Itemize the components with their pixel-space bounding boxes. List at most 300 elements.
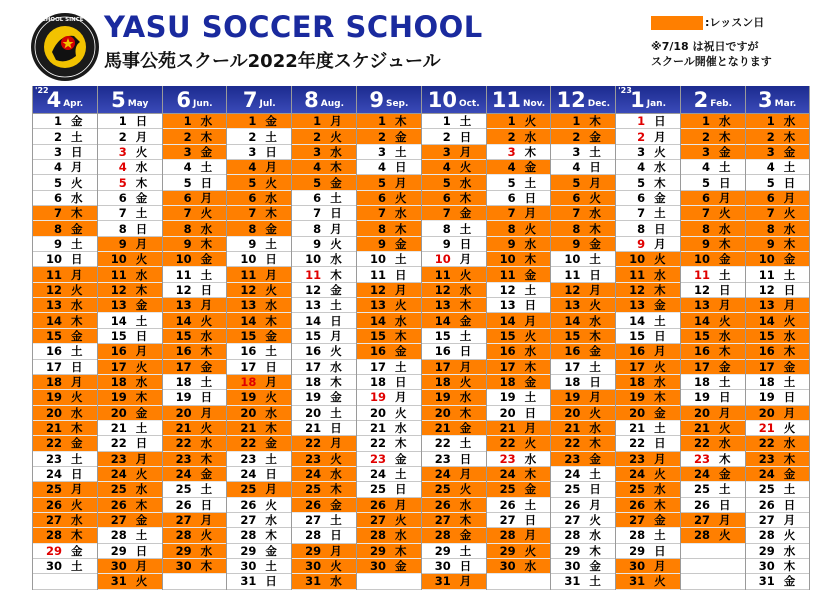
day-cell — [746, 498, 809, 513]
day-number: 5 — [118, 175, 127, 190]
day-number: 19 — [693, 390, 710, 405]
day-number: 4 — [637, 160, 646, 175]
lesson-day-cell — [163, 544, 227, 559]
day-number: 5 — [183, 175, 192, 190]
lesson-day-cell — [227, 191, 291, 206]
day-number: 14 — [564, 313, 581, 328]
lesson-day-cell — [33, 513, 97, 528]
month-header — [357, 86, 421, 114]
day-number: 26 — [758, 497, 775, 512]
day-number: 19 — [175, 390, 192, 405]
weekday-label: 木 — [589, 328, 601, 343]
lesson-day-cell — [98, 513, 162, 528]
lesson-day-cell — [227, 160, 291, 175]
empty-cell — [681, 559, 745, 574]
weekday-label: 水 — [71, 190, 83, 205]
day-number: 14 — [499, 313, 516, 328]
day-cell — [292, 344, 356, 359]
day-cell — [33, 544, 97, 559]
lesson-day-cell — [163, 360, 227, 375]
day-number: 25 — [369, 482, 386, 497]
day-number: 4 — [248, 160, 257, 175]
weekday-label: 木 — [200, 129, 213, 144]
lesson-day-cell — [681, 129, 745, 144]
lesson-day-cell — [746, 114, 809, 129]
weekday-label: 火 — [589, 405, 601, 420]
day-cell — [227, 513, 291, 528]
weekday-label: 水 — [459, 175, 472, 190]
day-number: 8 — [507, 221, 516, 236]
day-cell — [616, 544, 680, 559]
day-cell — [227, 452, 291, 467]
lesson-day-cell — [616, 482, 680, 497]
day-number: 25 — [110, 482, 127, 497]
lesson-day-cell — [357, 544, 421, 559]
lesson-day-cell — [487, 436, 551, 451]
page-title: YASU SOCCER SCHOOL — [104, 10, 483, 44]
day-number: 4 — [442, 160, 451, 175]
day-number: 23 — [564, 451, 581, 466]
day-number: 18 — [175, 375, 192, 390]
weekday-label: 日 — [718, 175, 731, 190]
day-cell — [487, 406, 551, 421]
day-number: 26 — [45, 497, 62, 512]
day-number: 16 — [499, 344, 516, 359]
weekday-label: 金 — [135, 190, 148, 205]
day-number: 15 — [45, 328, 62, 343]
month-name: Jan. — [646, 99, 666, 109]
weekday-label: 日 — [200, 175, 213, 190]
day-cell — [551, 482, 615, 497]
lesson-day-cell — [292, 436, 356, 451]
weekday-label: 土 — [718, 375, 731, 390]
weekday-label: 日 — [200, 282, 213, 297]
weekday-label: 金 — [524, 482, 537, 497]
day-number: 20 — [110, 405, 127, 420]
month-name: Feb. — [710, 99, 733, 109]
day-number: 10 — [110, 252, 127, 267]
lesson-day-cell — [357, 206, 421, 221]
day-cell — [746, 574, 809, 589]
lesson-day-cell — [551, 344, 615, 359]
lesson-day-cell — [422, 390, 486, 405]
lesson-day-cell — [551, 191, 615, 206]
lesson-day-cell — [163, 513, 227, 528]
day-cell — [357, 436, 421, 451]
lesson-day-cell — [681, 237, 745, 252]
weekday-label: 木 — [71, 313, 83, 328]
day-number: 30 — [499, 559, 516, 574]
lesson-day-cell — [33, 421, 97, 436]
weekday-label: 火 — [394, 405, 407, 420]
weekday-label: 土 — [718, 267, 731, 282]
lesson-day-cell — [292, 559, 356, 574]
lesson-day-cell — [551, 452, 615, 467]
lesson-day-cell — [227, 482, 291, 497]
day-number: 21 — [564, 421, 581, 436]
day-number: 12 — [369, 282, 386, 297]
day-number: 29 — [175, 543, 192, 558]
weekday-label: 日 — [459, 236, 472, 251]
lesson-day-cell — [163, 436, 227, 451]
weekday-label: 月 — [459, 144, 472, 159]
weekday-label: 日 — [589, 375, 601, 390]
day-cell — [422, 237, 486, 252]
day-cell — [227, 145, 291, 160]
lesson-day-cell — [422, 467, 486, 482]
day-cell — [163, 160, 227, 175]
day-number: 15 — [305, 328, 322, 343]
weekday-label: 土 — [200, 160, 213, 175]
weekday-label: 月 — [265, 160, 277, 175]
day-cell — [616, 206, 680, 221]
day-number: 26 — [434, 497, 451, 512]
day-number: 28 — [629, 528, 646, 543]
lesson-day-cell — [616, 513, 680, 528]
weekday-label: 火 — [200, 528, 213, 543]
lesson-day-cell — [422, 574, 486, 589]
weekday-label: 日 — [718, 390, 731, 405]
day-cell — [422, 221, 486, 236]
weekday-label: 火 — [71, 497, 83, 512]
weekday-label: 土 — [265, 236, 277, 251]
day-number: 1 — [572, 114, 581, 129]
weekday-label: 月 — [654, 451, 666, 466]
lesson-day-cell — [292, 160, 356, 175]
weekday-label: 水 — [718, 436, 731, 451]
day-cell — [487, 452, 551, 467]
day-number: 14 — [629, 313, 646, 328]
weekday-label: 土 — [524, 390, 537, 405]
day-number: 26 — [110, 497, 127, 512]
day-number: 26 — [369, 497, 386, 512]
weekday-label: 日 — [783, 390, 796, 405]
weekday-label: 水 — [330, 144, 342, 159]
weekday-label: 火 — [459, 267, 472, 282]
weekday-label: 日 — [589, 482, 601, 497]
day-cell — [163, 283, 227, 298]
day-cell — [33, 114, 97, 129]
day-cell — [746, 544, 809, 559]
lesson-day-cell — [681, 360, 745, 375]
weekday-label: 水 — [394, 421, 407, 436]
weekday-label: 金 — [524, 375, 537, 390]
logo-text: SOCCER SCHOOL SINCE YASU 2000 — [11, 17, 119, 23]
day-number: 26 — [693, 497, 710, 512]
weekday-label: 土 — [783, 160, 796, 175]
weekday-label: 月 — [783, 190, 796, 205]
weekday-label: 火 — [718, 421, 731, 436]
lesson-day-cell — [163, 528, 227, 543]
day-number: 6 — [118, 190, 127, 205]
day-number: 6 — [442, 190, 451, 205]
day-number: 18 — [629, 375, 646, 390]
lesson-day-cell — [746, 329, 809, 344]
day-cell — [551, 559, 615, 574]
day-number: 22 — [434, 436, 451, 451]
weekday-label: 日 — [394, 482, 407, 497]
day-number: 16 — [240, 344, 257, 359]
weekday-label: 火 — [330, 129, 342, 144]
weekday-label: 火 — [524, 436, 537, 451]
lesson-day-cell — [681, 191, 745, 206]
lesson-day-cell — [422, 283, 486, 298]
day-number: 28 — [693, 528, 710, 543]
day-cell — [227, 574, 291, 589]
lesson-day-cell — [227, 206, 291, 221]
lesson-day-cell — [422, 160, 486, 175]
day-number: 7 — [248, 206, 257, 221]
day-number: 25 — [564, 482, 581, 497]
day-number: 8 — [572, 221, 581, 236]
day-number: 27 — [175, 513, 192, 528]
day-number: 7 — [118, 206, 127, 221]
lesson-day-cell — [746, 129, 809, 144]
day-cell — [551, 574, 615, 589]
day-number: 16 — [45, 344, 62, 359]
day-number: 7 — [183, 206, 192, 221]
day-cell — [487, 145, 551, 160]
lesson-day-cell — [551, 313, 615, 328]
weekday-label: 日 — [135, 543, 148, 558]
weekday-label: 水 — [265, 405, 277, 420]
weekday-label: 水 — [265, 298, 277, 313]
day-number: 22 — [629, 436, 646, 451]
day-number: 19 — [110, 390, 127, 405]
day-number: 31 — [629, 574, 646, 589]
month-number: 6 — [176, 88, 191, 112]
lesson-day-cell — [163, 452, 227, 467]
lesson-day-cell — [616, 559, 680, 574]
lesson-day-cell — [163, 344, 227, 359]
lesson-day-cell — [33, 436, 97, 451]
lesson-day-cell — [98, 298, 162, 313]
weekday-label: 金 — [783, 252, 796, 267]
day-cell — [292, 313, 356, 328]
weekday-label: 日 — [71, 359, 83, 374]
day-number: 2 — [118, 129, 127, 144]
month-number: 11 — [491, 88, 521, 112]
weekday-label: 日 — [330, 421, 342, 436]
month-column-dec — [550, 86, 615, 590]
day-number: 9 — [53, 236, 62, 251]
lesson-day-cell — [163, 329, 227, 344]
weekday-label: 金 — [459, 313, 472, 328]
month-column-apr — [32, 86, 97, 590]
day-number: 6 — [183, 190, 192, 205]
day-number: 24 — [110, 467, 127, 482]
weekday-label: 月 — [459, 252, 472, 267]
lesson-day-cell — [681, 344, 745, 359]
lesson-day-cell — [746, 344, 809, 359]
weekday-label: 木 — [783, 451, 796, 466]
day-number: 27 — [499, 513, 516, 528]
weekday-label: 木 — [783, 559, 796, 574]
day-number: 13 — [175, 298, 192, 313]
weekday-label: 水 — [265, 513, 277, 528]
day-cell — [616, 191, 680, 206]
weekday-label: 月 — [783, 405, 796, 420]
day-number: 25 — [629, 482, 646, 497]
weekday-label: 火 — [330, 236, 342, 251]
weekday-label: 木 — [654, 497, 666, 512]
weekday-label: 金 — [783, 467, 796, 482]
weekday-label: 金 — [783, 574, 796, 589]
month-name: Apr. — [63, 99, 84, 109]
day-cell — [681, 175, 745, 190]
weekday-label: 土 — [394, 252, 407, 267]
month-number: 4 — [46, 88, 62, 112]
weekday-label: 火 — [265, 497, 277, 512]
empty-cell — [681, 574, 745, 589]
day-number: 28 — [758, 528, 775, 543]
day-number: 22 — [110, 436, 127, 451]
weekday-label: 月 — [135, 559, 148, 574]
weekday-label: 火 — [654, 144, 666, 159]
month-header — [681, 86, 745, 114]
day-number: 7 — [637, 206, 646, 221]
day-number: 26 — [240, 497, 257, 512]
month-name: Jun. — [193, 99, 213, 109]
weekday-label: 水 — [718, 221, 731, 236]
weekday-label: 火 — [265, 282, 277, 297]
lesson-day-cell — [487, 559, 551, 574]
weekday-label: 水 — [524, 451, 537, 466]
day-number: 30 — [175, 559, 192, 574]
day-number: 19 — [434, 390, 451, 405]
weekday-label: 土 — [135, 206, 148, 221]
day-cell — [163, 375, 227, 390]
day-number: 8 — [377, 221, 386, 236]
day-number: 20 — [45, 405, 62, 420]
day-number: 28 — [110, 528, 127, 543]
day-cell — [33, 129, 97, 144]
weekday-label: 土 — [135, 313, 148, 328]
day-cell — [227, 544, 291, 559]
day-cell — [98, 221, 162, 236]
weekday-label: 金 — [589, 559, 601, 574]
day-number: 4 — [507, 160, 516, 175]
day-number: 1 — [701, 114, 710, 129]
day-number: 29 — [369, 543, 386, 558]
day-number: 20 — [305, 405, 322, 420]
weekday-label: 土 — [718, 482, 731, 497]
month-header — [746, 86, 809, 114]
lesson-day-cell — [422, 175, 486, 190]
day-number: 31 — [434, 574, 451, 589]
day-cell — [292, 360, 356, 375]
day-number: 3 — [53, 144, 62, 159]
weekday-label: 月 — [654, 129, 666, 144]
lesson-day-cell — [227, 114, 291, 129]
day-number: 24 — [369, 467, 386, 482]
day-number: 1 — [248, 114, 257, 129]
weekday-label: 火 — [135, 359, 148, 374]
day-number: 13 — [305, 298, 322, 313]
lesson-day-cell — [616, 574, 680, 589]
lesson-day-cell — [616, 252, 680, 267]
day-number: 1 — [377, 114, 386, 129]
weekday-label: 月 — [718, 405, 731, 420]
weekday-label: 月 — [589, 282, 601, 297]
day-number: 22 — [240, 436, 257, 451]
weekday-label: 月 — [654, 559, 666, 574]
weekday-label: 土 — [524, 175, 537, 190]
day-number: 4 — [53, 160, 62, 175]
day-number: 7 — [53, 206, 62, 221]
month-column-jul — [226, 86, 291, 590]
lesson-day-cell — [422, 375, 486, 390]
day-number: 3 — [118, 144, 127, 159]
day-cell — [357, 267, 421, 282]
day-number: 11 — [45, 267, 62, 282]
day-cell — [422, 436, 486, 451]
lesson-day-cell — [227, 298, 291, 313]
weekday-label: 土 — [265, 129, 277, 144]
day-number: 2 — [377, 129, 386, 144]
day-cell — [33, 175, 97, 190]
weekday-label: 月 — [330, 436, 342, 451]
day-number: 9 — [183, 236, 192, 251]
day-number: 24 — [693, 467, 710, 482]
weekday-label: 木 — [265, 313, 277, 328]
lesson-day-cell — [746, 191, 809, 206]
month-column-aug — [291, 86, 356, 590]
day-cell — [487, 390, 551, 405]
weekday-label: 火 — [200, 206, 213, 221]
day-cell — [681, 375, 745, 390]
day-number: 30 — [564, 559, 581, 574]
month-year: '22 — [35, 86, 49, 95]
lesson-day-cell — [292, 175, 356, 190]
day-number: 4 — [183, 160, 192, 175]
weekday-label: 金 — [265, 436, 277, 451]
lesson-day-cell — [616, 360, 680, 375]
day-number: 20 — [629, 405, 646, 420]
weekday-label: 日 — [71, 467, 83, 482]
lesson-day-cell — [33, 206, 97, 221]
weekday-label: 木 — [524, 144, 537, 159]
weekday-label: 木 — [589, 221, 601, 236]
day-number: 7 — [507, 206, 516, 221]
weekday-label: 火 — [330, 559, 342, 574]
weekday-label: 土 — [459, 221, 472, 236]
weekday-label: 月 — [200, 190, 213, 205]
lesson-day-cell — [681, 436, 745, 451]
weekday-label: 水 — [459, 282, 472, 297]
day-cell — [681, 498, 745, 513]
day-cell — [422, 559, 486, 574]
day-number: 18 — [758, 375, 775, 390]
weekday-label: 火 — [394, 298, 407, 313]
day-number: 2 — [53, 129, 62, 144]
lesson-day-cell — [163, 237, 227, 252]
weekday-label: 土 — [200, 482, 213, 497]
lesson-day-cell — [746, 452, 809, 467]
weekday-label: 水 — [589, 421, 601, 436]
day-number: 18 — [369, 375, 386, 390]
weekday-label: 水 — [459, 497, 472, 512]
day-number: 5 — [637, 175, 646, 190]
day-cell — [681, 452, 745, 467]
weekday-label: 日 — [589, 267, 601, 282]
empty-cell — [163, 574, 227, 589]
weekday-label: 日 — [71, 144, 83, 159]
lesson-day-cell — [746, 221, 809, 236]
weekday-label: 日 — [394, 267, 407, 282]
day-number: 31 — [758, 574, 775, 589]
day-number: 22 — [693, 436, 710, 451]
